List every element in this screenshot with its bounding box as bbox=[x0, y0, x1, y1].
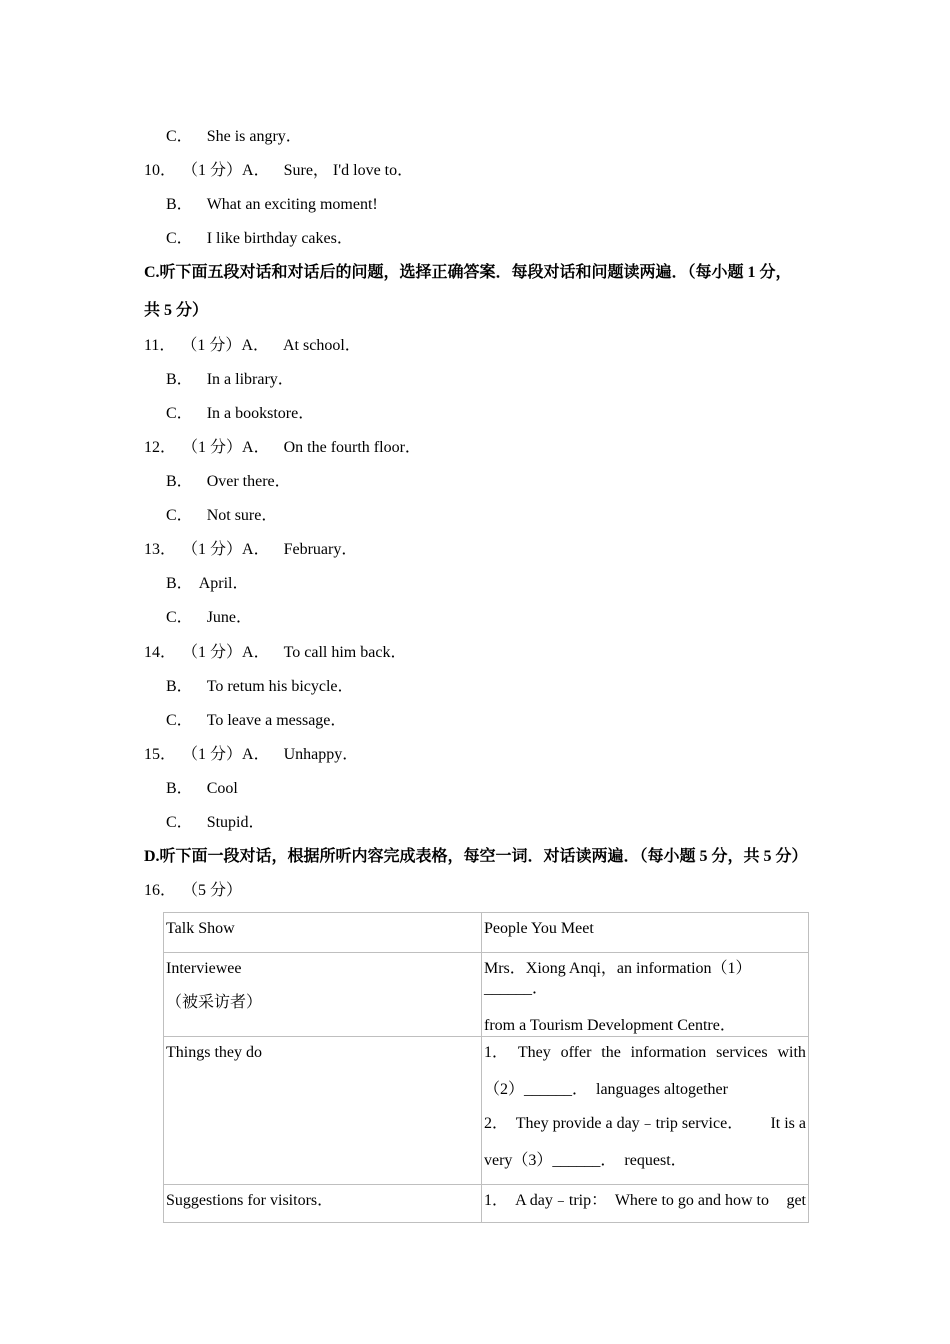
option-label: A． bbox=[242, 644, 270, 661]
question-item bbox=[144, 881, 242, 901]
section-text: D.听下面一段对话，根据所听内容完成表格，每空一词．对话读两遍．（每小题 5 分，共 5 分） bbox=[144, 848, 808, 865]
answer-option bbox=[166, 506, 277, 526]
cell-word: with bbox=[777, 1044, 806, 1061]
cell-line bbox=[484, 1185, 806, 1211]
question-number: 10． bbox=[144, 162, 177, 179]
question-score: （1 分） bbox=[182, 541, 243, 558]
cell-text: Suggestions for visitors． bbox=[166, 1192, 334, 1209]
option-text: Over there． bbox=[206, 473, 291, 490]
option-label: A． bbox=[242, 162, 270, 179]
table-cell bbox=[164, 913, 482, 953]
option-label: B． bbox=[166, 371, 193, 388]
section-heading bbox=[144, 263, 792, 283]
answer-option bbox=[166, 608, 252, 628]
option-text: Sure， I'd love to． bbox=[283, 162, 414, 179]
answer-table bbox=[163, 912, 809, 1223]
question-item bbox=[144, 161, 413, 181]
option-text: In a library． bbox=[206, 371, 294, 388]
cell-text: Things they do bbox=[166, 1044, 262, 1061]
cell-word: get bbox=[786, 1192, 806, 1209]
cell-word: 1． bbox=[484, 1044, 509, 1061]
cell-word: services bbox=[716, 1044, 768, 1061]
answer-option bbox=[166, 677, 354, 697]
cell-word: They bbox=[517, 1044, 551, 1061]
question-number: 13． bbox=[144, 541, 177, 558]
table-cell bbox=[482, 1037, 809, 1185]
section-text: C.听下面五段对话和对话后的问题，选择正确答案．每段对话和问题读两遍．（每小题 1 分， bbox=[144, 264, 792, 281]
cell-text: Talk Show bbox=[166, 920, 235, 937]
option-text: April． bbox=[198, 575, 249, 592]
table-row bbox=[164, 953, 809, 1037]
question-score: （1 分） bbox=[182, 746, 243, 763]
question-item bbox=[144, 438, 421, 458]
answer-option bbox=[166, 404, 314, 424]
cell-text: （被采访者） bbox=[166, 994, 263, 1011]
table-cell bbox=[164, 1037, 482, 1185]
table-cell bbox=[482, 1185, 809, 1223]
option-text: To call him back． bbox=[283, 644, 407, 661]
option-text: June． bbox=[206, 609, 253, 626]
question-score: （5 分） bbox=[182, 882, 243, 899]
table-cell bbox=[164, 953, 482, 1037]
cell-word: information bbox=[630, 1044, 707, 1061]
cell-text: Mrs．Xiong Anqi，an information（1）______． bbox=[484, 960, 752, 997]
option-label: B． bbox=[166, 473, 193, 490]
section-heading bbox=[144, 301, 208, 321]
question-item bbox=[144, 336, 361, 356]
option-text: At school． bbox=[283, 337, 361, 354]
cell-line bbox=[484, 1037, 806, 1063]
option-label: B． bbox=[166, 196, 193, 213]
option-label: C． bbox=[166, 128, 193, 145]
option-label: C． bbox=[166, 712, 193, 729]
table-row bbox=[164, 913, 809, 953]
question-number: 14． bbox=[144, 644, 177, 661]
question-number: 11． bbox=[144, 337, 176, 354]
question-score: （1 分） bbox=[182, 439, 243, 456]
cell-word: 1． A day﹣trip： Where to go and how to bbox=[484, 1192, 770, 1209]
option-label: C． bbox=[166, 814, 193, 831]
answer-option bbox=[166, 229, 353, 249]
question-item bbox=[144, 745, 358, 765]
cell-word: It is a bbox=[770, 1115, 806, 1132]
option-text: I like birthday cakes． bbox=[206, 230, 353, 247]
option-label: B． bbox=[166, 575, 193, 592]
answer-option bbox=[166, 711, 346, 731]
option-label: A． bbox=[242, 439, 270, 456]
option-text: February． bbox=[283, 541, 358, 558]
table-cell bbox=[164, 1185, 482, 1223]
option-label: C． bbox=[166, 507, 193, 524]
option-text: Unhappy． bbox=[283, 746, 359, 763]
question-score: （1 分） bbox=[182, 162, 243, 179]
option-text: Not sure． bbox=[206, 507, 278, 524]
option-text: Cool bbox=[206, 780, 238, 797]
answer-option bbox=[166, 813, 264, 833]
cell-text: very（3）______． request． bbox=[484, 1152, 687, 1169]
cell-word: offer bbox=[560, 1044, 592, 1061]
table-row bbox=[164, 1185, 809, 1223]
option-label: C． bbox=[166, 230, 193, 247]
option-label: B． bbox=[166, 780, 193, 797]
section-text: 共 5 分） bbox=[144, 302, 209, 319]
cell-text: People You Meet bbox=[484, 920, 594, 937]
table-cell bbox=[482, 913, 809, 953]
option-label: A． bbox=[242, 746, 270, 763]
option-text: Stupid． bbox=[206, 814, 265, 831]
option-text: To leave a message． bbox=[206, 712, 347, 729]
question-item bbox=[144, 643, 406, 663]
cell-word: 2． They provide a day﹣trip service． bbox=[484, 1115, 744, 1132]
section-heading bbox=[144, 847, 808, 867]
table-row bbox=[164, 1037, 809, 1185]
option-label: C． bbox=[166, 405, 193, 422]
option-text: On the fourth floor． bbox=[283, 439, 421, 456]
question-item bbox=[144, 540, 357, 560]
option-text: She is angry． bbox=[206, 128, 302, 145]
question-number: 16． bbox=[144, 882, 177, 899]
answer-option bbox=[166, 195, 378, 215]
cell-text: from a Tourism Development Centre． bbox=[484, 1017, 736, 1034]
answer-option bbox=[166, 472, 291, 492]
cell-line bbox=[484, 1100, 806, 1134]
answer-option bbox=[166, 370, 294, 390]
option-text: What an exciting moment! bbox=[206, 196, 378, 213]
cell-text: （2）______． languages altogether bbox=[484, 1081, 728, 1098]
option-label: A． bbox=[242, 541, 270, 558]
cell-word: the bbox=[601, 1044, 621, 1061]
question-score: （1 分） bbox=[182, 644, 243, 661]
answer-option bbox=[166, 574, 248, 594]
question-score: （1 分） bbox=[181, 337, 242, 354]
cell-text: Interviewee bbox=[166, 960, 242, 977]
option-label: A． bbox=[241, 337, 269, 354]
table-cell bbox=[482, 953, 809, 1037]
question-number: 15． bbox=[144, 746, 177, 763]
option-text: In a bookstore． bbox=[206, 405, 315, 422]
question-number: 12． bbox=[144, 439, 177, 456]
answer-option bbox=[166, 779, 238, 799]
option-text: To retum his bicycle． bbox=[206, 678, 354, 695]
option-label: C． bbox=[166, 609, 193, 626]
answer-option bbox=[166, 127, 302, 147]
option-label: B． bbox=[166, 678, 193, 695]
